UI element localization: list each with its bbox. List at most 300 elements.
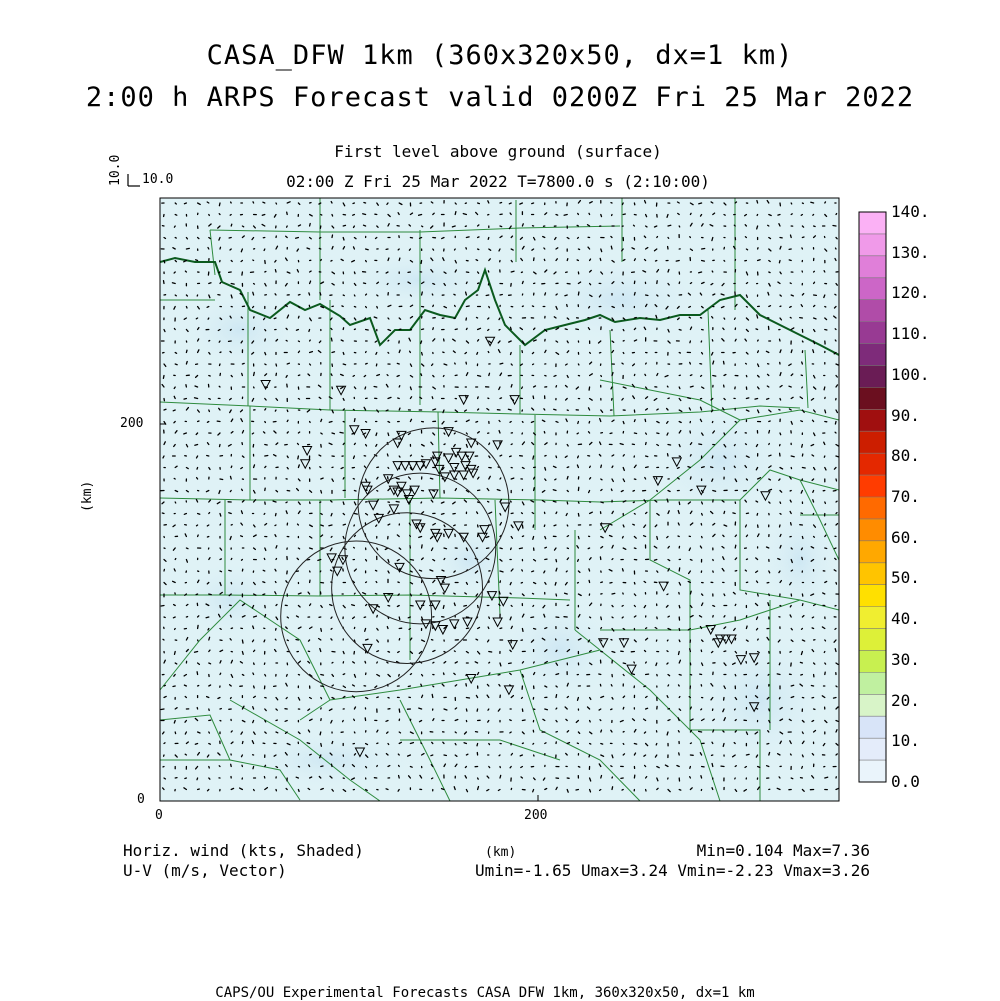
wind-vector: [410, 767, 412, 768]
wind-vector: [777, 674, 780, 675]
wind-vector: [567, 467, 569, 468]
wind-vector: [343, 399, 344, 401]
wind-vector: [161, 606, 164, 607]
wind-vector: [354, 329, 355, 330]
wind-vector: [735, 720, 736, 721]
wind-vector: [332, 685, 333, 686]
y-axis-label: (km): [80, 481, 95, 512]
wind-vector: [545, 456, 546, 457]
plot-subtitle-forecast: 2:00 h ARPS Forecast valid 0200Z Fri 25 Mar 2022: [0, 82, 1000, 113]
wind-vector: [421, 743, 422, 744]
wind-vector: [612, 698, 613, 700]
wind-vector: [478, 409, 479, 410]
wind-vector: [768, 225, 769, 226]
wind-vector: [724, 399, 725, 400]
wind-vector: [634, 514, 635, 515]
wind-vector: [711, 467, 713, 468]
wind-vector: [814, 271, 815, 272]
wind-vector: [209, 778, 210, 779]
wind-vector: [836, 238, 837, 239]
wind-vector: [466, 292, 467, 295]
wind-vector: [767, 766, 769, 767]
wind-vector: [654, 560, 656, 561]
wind-vector: [242, 640, 243, 643]
wind-vector: [612, 466, 613, 468]
wind-vector: [478, 203, 480, 204]
wind-vector: [265, 615, 266, 617]
wind-vector: [611, 489, 612, 490]
wind-vector: [622, 617, 623, 618]
colorbar-swatch: [859, 519, 886, 541]
wind-vector: [164, 238, 166, 239]
wind-vector: [309, 293, 310, 295]
wind-vector: [209, 744, 211, 745]
wind-vector: [833, 226, 836, 227]
wind-vector: [791, 697, 794, 698]
wind-vector: [161, 709, 164, 710]
wind-vector: [397, 376, 399, 377]
wind-vector: [679, 753, 680, 755]
wind-vector: [644, 581, 646, 582]
wind-vector: [646, 777, 647, 778]
wind-vector: [264, 249, 265, 251]
wind-vector: [343, 524, 345, 525]
wind-vector: [510, 593, 511, 594]
wind-vector: [430, 478, 432, 479]
wind-vector: [207, 537, 208, 538]
colorbar-swatch: [859, 585, 886, 607]
wind-vector: [768, 675, 769, 676]
wind-vector: [578, 560, 579, 562]
wind-vector: [354, 547, 355, 548]
wind-vector: [254, 650, 255, 651]
wind-vector: [522, 224, 523, 226]
wind-vector: [521, 272, 522, 273]
footer-credit: CAPS/OU Experimental Forecasts CASA DFW 1km, 360x320x50, dx=1 km: [0, 985, 970, 1001]
wind-vector: [768, 603, 769, 606]
wind-vector: [644, 536, 646, 537]
wind-vector: [735, 604, 736, 605]
wind-vector: [825, 330, 827, 331]
wind-vector: [398, 284, 399, 285]
wind-vector: [679, 640, 680, 642]
wind-vector: [499, 604, 500, 605]
wind-vector: [444, 652, 445, 653]
wind-vector: [646, 708, 648, 709]
wind-vector: [319, 248, 321, 249]
wind-vector: [466, 328, 467, 329]
wind-vector: [321, 491, 322, 494]
wind-vector: [690, 362, 691, 364]
wind-vector: [522, 513, 523, 514]
wind-vector: [387, 662, 388, 663]
colorbar-swatch: [859, 300, 886, 322]
wind-vector: [377, 295, 378, 296]
wind-vector: [656, 315, 657, 318]
vector-key-arrow: [128, 174, 140, 186]
wind-vector: [489, 443, 490, 444]
wind-vector: [702, 249, 705, 250]
wind-vector: [566, 719, 567, 720]
wind-vector: [410, 560, 413, 561]
wind-vector: [812, 628, 814, 629]
wind-vector: [767, 399, 769, 400]
wind-vector: [623, 353, 624, 354]
field-description: Horiz. wind (kts, Shaded): [123, 841, 364, 860]
wind-vector: [679, 568, 680, 571]
wind-vector: [758, 340, 759, 341]
wind-vector: [220, 629, 221, 630]
wind-vector: [723, 535, 724, 536]
wind-vector: [769, 479, 771, 480]
wind-vector: [511, 261, 512, 262]
wind-vector: [688, 467, 690, 468]
wind-vector: [399, 617, 400, 620]
wind-vector: [567, 502, 568, 504]
wind-vector: [175, 629, 176, 630]
wind-vector: [791, 214, 792, 215]
wind-vector: [366, 294, 367, 295]
wind-vector: [321, 514, 322, 515]
wind-vector: [454, 593, 455, 594]
wind-vector: [366, 639, 368, 640]
wind-vector: [556, 674, 559, 675]
wind-vector: [343, 537, 344, 539]
wind-vector: [577, 433, 578, 434]
wind-vector: [489, 652, 492, 653]
wind-vector: [332, 764, 333, 766]
wind-vector: [543, 237, 545, 238]
wind-vector: [589, 580, 590, 582]
wind-vector: [824, 456, 825, 457]
wind-vector: [174, 605, 176, 606]
wind-vector: [198, 421, 199, 422]
wind-vector: [778, 559, 780, 560]
wind-vector: [388, 606, 390, 607]
wind-vector: [209, 663, 211, 664]
wind-vector: [343, 514, 344, 515]
wind-vector: [545, 709, 548, 710]
wind-vector: [163, 456, 164, 458]
wind-vector: [690, 283, 691, 284]
wind-vector: [476, 422, 478, 423]
wind-vector: [690, 386, 693, 387]
wind-vector: [646, 662, 647, 663]
wind-vector: [767, 547, 769, 548]
wind-vector: [544, 409, 545, 410]
wind-vector: [478, 778, 479, 779]
wind-vector: [623, 422, 624, 424]
wind-vector: [254, 465, 255, 468]
wind-vector: [679, 790, 681, 791]
wind-vector: [354, 732, 355, 733]
wind-vector: [388, 330, 391, 331]
wind-vector: [802, 767, 803, 769]
wind-vector: [712, 479, 713, 481]
wind-vector: [767, 744, 769, 745]
wind-vector: [757, 629, 758, 630]
wind-vector: [690, 591, 691, 594]
wind-vector: [802, 732, 803, 734]
wind-vector: [812, 455, 814, 456]
wind-vector: [254, 663, 255, 664]
wind-vector: [735, 709, 736, 710]
wind-vector: [377, 766, 378, 767]
wind-vector: [433, 249, 434, 250]
wind-vector: [309, 765, 310, 767]
wind-vector: [511, 606, 512, 607]
wind-vector: [364, 225, 366, 226]
wind-vector: [510, 317, 512, 318]
wind-vector: [836, 248, 837, 249]
wind-vector: [464, 606, 467, 607]
wind-vector: [601, 582, 603, 583]
wind-vector: [276, 546, 277, 548]
wind-vector: [287, 456, 288, 458]
wind-vector: [802, 755, 803, 757]
wind-vector: [463, 214, 466, 215]
wind-vector: [611, 236, 612, 237]
wind-vector: [231, 376, 232, 377]
wind-vector: [377, 491, 378, 492]
wind-vector: [589, 213, 590, 214]
wind-vector: [679, 445, 680, 447]
wind-vector: [454, 433, 455, 434]
wind-vector: [454, 571, 455, 572]
wind-vector: [419, 215, 422, 216]
wind-vector: [612, 307, 614, 308]
wind-vector: [779, 261, 780, 263]
wind-vector: [376, 353, 377, 355]
wind-vector: [242, 742, 243, 744]
wind-vector: [422, 617, 423, 619]
wind-vector: [746, 559, 747, 560]
wind-vector: [790, 491, 791, 492]
wind-vector: [712, 238, 713, 241]
wind-vector: [276, 605, 277, 606]
wind-vector: [220, 445, 221, 447]
wind-vector: [265, 330, 266, 331]
wind-vector: [264, 640, 265, 642]
wind-vector: [712, 340, 713, 341]
wind-vector: [332, 742, 333, 744]
wind-vector: [724, 261, 725, 262]
wind-vector: [511, 353, 512, 355]
wind-vector: [769, 571, 770, 573]
wind-vector: [802, 445, 803, 448]
wind-vector: [791, 778, 793, 779]
wind-vector: [755, 399, 758, 400]
wind-vector: [219, 766, 220, 767]
wind-vector: [532, 571, 534, 572]
wind-vector: [713, 361, 714, 364]
wind-vector: [824, 295, 825, 298]
colorbar-label: 50.: [891, 568, 920, 587]
wind-vector: [220, 352, 221, 353]
wind-vector: [330, 605, 332, 606]
wind-vector: [601, 479, 602, 480]
wind-vector: [578, 698, 579, 701]
wind-vector: [745, 237, 746, 238]
wind-vector: [329, 422, 332, 423]
wind-vector: [377, 615, 378, 617]
wind-vector: [343, 353, 344, 355]
wind-vector: [611, 640, 612, 641]
wind-vector: [419, 708, 422, 709]
wind-vector: [713, 639, 714, 640]
wind-vector: [275, 525, 276, 526]
wind-vector: [321, 525, 324, 526]
wind-vector: [444, 525, 445, 527]
colorbar-swatch: [859, 738, 886, 760]
wind-vector: [508, 409, 511, 410]
wind-vector: [196, 594, 198, 595]
wind-vector: [623, 455, 624, 456]
wind-vector: [185, 754, 186, 755]
wind-vector: [298, 375, 299, 376]
wind-vector: [623, 305, 624, 307]
wind-vector: [399, 456, 400, 457]
wind-vector: [241, 261, 242, 262]
wind-vector: [444, 548, 447, 549]
wind-vector: [455, 363, 456, 364]
wind-vector: [488, 721, 489, 723]
wind-vector: [521, 777, 522, 778]
wind-vector: [366, 330, 369, 331]
wind-vector: [813, 350, 814, 353]
wind-vector: [310, 281, 311, 283]
colorbar-label: 30.: [891, 650, 920, 669]
wind-vector: [433, 284, 435, 285]
wind-vector: [688, 398, 691, 399]
wind-vector: [769, 421, 770, 422]
wind-vector: [780, 502, 781, 503]
wind-vector: [433, 686, 434, 687]
wind-vector: [398, 582, 399, 583]
wind-vector: [634, 293, 635, 296]
wind-vector: [331, 570, 333, 571]
wind-vector: [265, 353, 266, 355]
wind-vector: [791, 456, 794, 457]
wind-vector: [265, 422, 266, 423]
wind-vector: [510, 213, 511, 215]
wind-vector: [376, 445, 377, 447]
wind-vector: [209, 732, 210, 733]
wind-vector: [610, 524, 612, 525]
wind-vector: [175, 295, 176, 296]
wind-vector: [646, 628, 647, 629]
wind-vector: [410, 455, 411, 456]
wind-vector: [645, 419, 646, 421]
wind-vector: [488, 330, 489, 331]
wind-vector: [646, 696, 648, 697]
wind-vector: [410, 351, 411, 352]
wind-vector: [545, 547, 547, 548]
wind-vector: [645, 374, 646, 375]
wind-vector: [354, 719, 355, 720]
wind-vector: [802, 237, 804, 238]
wind-vector: [454, 525, 456, 526]
wind-vector: [309, 330, 310, 332]
wind-vector: [533, 537, 534, 540]
wind-vector: [601, 744, 603, 745]
wind-vector: [633, 524, 635, 525]
wind-vector: [566, 628, 568, 629]
wind-vector: [634, 548, 636, 549]
wind-vector: [678, 202, 680, 203]
wind-vector: [702, 261, 705, 262]
wind-vector: [802, 468, 805, 469]
wind-vector: [676, 261, 679, 262]
wind-vector: [197, 525, 198, 526]
wind-vector: [511, 271, 514, 272]
wind-vector: [310, 340, 311, 341]
wind-vector: [499, 755, 500, 756]
wind-vector: [231, 466, 232, 467]
wind-vector: [332, 433, 334, 434]
wind-vector: [195, 652, 198, 653]
wind-vector: [655, 226, 657, 227]
wind-vector: [175, 364, 177, 365]
wind-vector: [690, 455, 691, 456]
wind-vector: [287, 420, 288, 421]
wind-vector: [511, 478, 514, 479]
wind-vector: [209, 376, 210, 377]
colorbar-swatch: [859, 431, 886, 453]
wind-vector: [410, 674, 411, 675]
wind-vector: [622, 363, 623, 364]
wind-vector: [320, 293, 321, 296]
wind-vector: [510, 456, 512, 457]
wind-vector: [556, 341, 558, 342]
wind-vector: [500, 226, 502, 227]
wind-vector: [813, 491, 814, 493]
wind-vector: [824, 387, 825, 390]
wind-vector: [396, 502, 399, 503]
wind-vector: [196, 260, 198, 261]
wind-vector: [264, 558, 265, 559]
wind-vector: [545, 293, 546, 295]
wind-vector: [377, 651, 379, 652]
wind-vector: [466, 433, 467, 434]
wind-vector: [769, 753, 770, 756]
wind-vector: [175, 502, 176, 503]
wind-vector: [209, 637, 210, 640]
wind-vector: [668, 454, 669, 456]
wind-vector: [265, 456, 268, 457]
wind-vector: [600, 720, 601, 721]
wind-vector: [263, 594, 265, 595]
wind-vector: [488, 627, 489, 629]
wind-vector: [332, 247, 333, 250]
wind-vector: [421, 261, 422, 264]
wind-vector: [366, 560, 367, 561]
wind-vector: [230, 249, 231, 250]
wind-vector: [656, 261, 657, 262]
wind-vector: [678, 213, 680, 214]
wind-vector: [791, 548, 792, 549]
wind-vector: [331, 514, 332, 516]
wind-vector: [175, 559, 176, 560]
wind-vector: [254, 284, 255, 285]
field-min-max: Min=0.104 Max=7.36: [697, 841, 870, 860]
wind-vector: [780, 399, 781, 401]
wind-vector: [769, 238, 771, 239]
wind-vector: [713, 730, 714, 732]
wind-vector: [321, 419, 322, 421]
wind-vector: [825, 502, 826, 503]
wind-vector: [298, 432, 299, 433]
